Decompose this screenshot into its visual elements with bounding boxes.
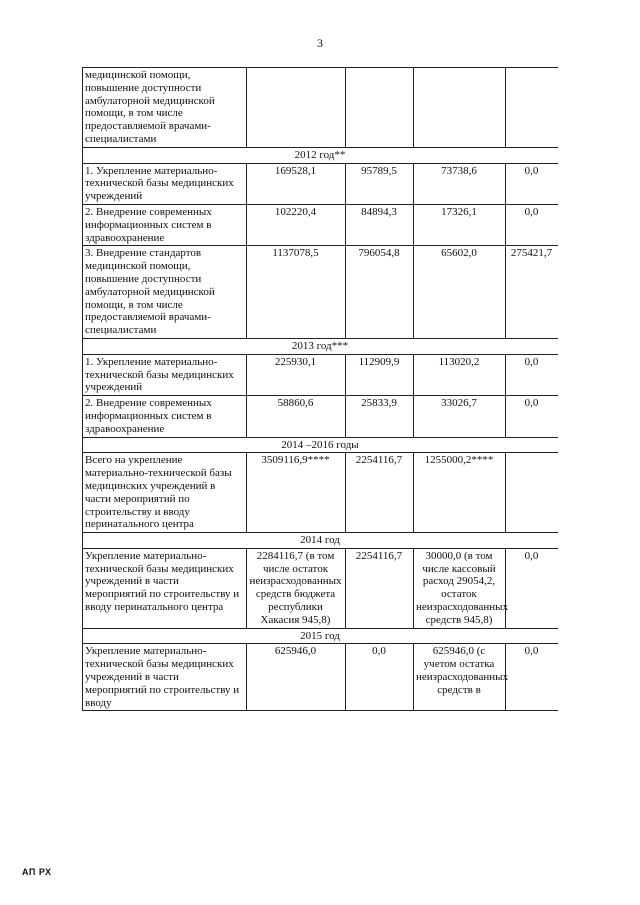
table-row [83, 548, 559, 628]
cell-regional: 33026,7 [414, 396, 506, 437]
table-row [83, 453, 559, 533]
row-description: 2. Внедрение современных информационных систем в здравоохранение [83, 204, 247, 245]
cell-federal [346, 68, 414, 148]
row-description: Укрепление материально-технической базы медицинских учреждений в части мероприятий по строительству и вводу перинатального центра [83, 548, 247, 628]
cell-regional: 73738,6 [414, 163, 506, 204]
funding-table-wrapper [82, 67, 558, 837]
cell-federal: 112909,9 [346, 354, 414, 395]
cell-other: 0,0 [506, 354, 559, 395]
cell-regional: 65602,0 [414, 246, 506, 339]
year-label: 2014 год [83, 533, 559, 549]
cell-regional: 30000,0 (в том числе кассовый расход 29054,2, остаток неизрасходованных средств 945,8) [414, 548, 506, 628]
table-row [83, 204, 559, 245]
cell-other: 275421,7 [506, 246, 559, 339]
cell-regional: 17326,1 [414, 204, 506, 245]
cell-other: 0,0 [506, 644, 559, 711]
cell-regional: 113020,2 [414, 354, 506, 395]
cell-total: 169528,1 [247, 163, 346, 204]
cell-total: 625946,0 [247, 644, 346, 711]
table-row [83, 354, 559, 395]
cell-federal: 25833,9 [346, 396, 414, 437]
table-row [83, 68, 559, 148]
cell-regional: 1255000,2**** [414, 453, 506, 533]
row-description: 1. Укрепление материально-технической базы медицинских учреждений [83, 163, 247, 204]
cell-total: 58860,6 [247, 396, 346, 437]
cell-other: 0,0 [506, 163, 559, 204]
table-row [83, 246, 559, 339]
year-header-row [83, 147, 559, 163]
cell-federal: 2254116,7 [346, 453, 414, 533]
funding-table [82, 67, 558, 711]
cell-federal: 796054,8 [346, 246, 414, 339]
cell-other [506, 453, 559, 533]
table-row [83, 644, 559, 711]
cell-total: 3509116,9**** [247, 453, 346, 533]
year-label: 2013 год*** [83, 338, 559, 354]
cell-other: 0,0 [506, 548, 559, 628]
cell-federal: 84894,3 [346, 204, 414, 245]
row-description: Всего на укрепление материально-технической базы медицинских учреждений в части мероприятий по строительству и вводу перинатального центра [83, 453, 247, 533]
year-label: 2012 год** [83, 147, 559, 163]
cell-federal: 2254116,7 [346, 548, 414, 628]
year-header-row [83, 338, 559, 354]
cell-total: 225930,1 [247, 354, 346, 395]
year-label: 2014 –2016 годы [83, 437, 559, 453]
cell-total: 1137078,5 [247, 246, 346, 339]
year-header-row [83, 533, 559, 549]
row-description: 3. Внедрение стандартов медицинской помощи, повышение доступности амбулаторной медицинской помощи, в том числе предоставляемой врачами-специалистами [83, 246, 247, 339]
cell-federal: 0,0 [346, 644, 414, 711]
table-row [83, 396, 559, 437]
cell-regional: 625946,0 (с учетом остатка неизрасходованных средств в [414, 644, 506, 711]
cell-other: 0,0 [506, 204, 559, 245]
cell-total: 102220,4 [247, 204, 346, 245]
footer-mark: АП РХ [22, 867, 52, 877]
cell-federal: 95789,5 [346, 163, 414, 204]
row-description: медицинской помощи, повышение доступности амбулаторной медицинской помощи, в том числе предоставляемой врачами-специалистами [83, 68, 247, 148]
cell-total [247, 68, 346, 148]
cell-other: 0,0 [506, 396, 559, 437]
cell-other [506, 68, 559, 148]
year-header-row [83, 628, 559, 644]
row-description: 1. Укрепление материально-технической базы медицинских учреждений [83, 354, 247, 395]
row-description: Укрепление материально-технической базы медицинских учреждений в части мероприятий по строительству и вводу [83, 644, 247, 711]
cell-total: 2284116,7 (в том числе остаток неизрасходованных средств бюджета республики Хакасия 945,8) [247, 548, 346, 628]
table-row [83, 163, 559, 204]
page-number: 3 [317, 36, 323, 50]
year-label: 2015 год [83, 628, 559, 644]
year-header-row [83, 437, 559, 453]
row-description: 2. Внедрение современных информационных систем в здравоохранение [83, 396, 247, 437]
cell-regional [414, 68, 506, 148]
